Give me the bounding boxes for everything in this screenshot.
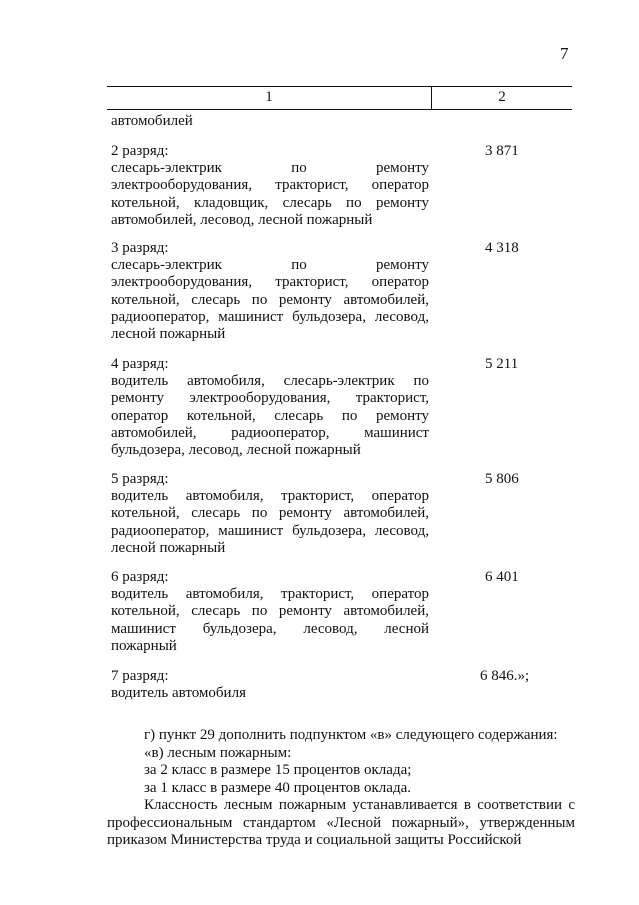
grade-label: 4 разряд: [111,356,169,372]
paragraph-class-2: за 2 класс в размере 15 процентов оклада; [144,762,412,778]
table-row-grade-2 [111,143,429,229]
table-row-grade-5 [111,471,429,557]
table-row-grade-6 [111,569,429,655]
paragraph-class-1: за 1 класс в размере 40 процентов оклада. [144,780,411,796]
grade-label: 2 разряд: [111,143,169,159]
grade-description: водитель автомобиля, тракторист, оператор котельной, слесарь по ремонту автомобилей, радиооператор, машинист бульдозера, лесовод, лесной пожарный [111,488,429,556]
paragraph-classification: Классность лесным пожарным устанавливается в соответствии с профессиональным стандартом «Лесной пожарный», утвержденным приказом Министерства труда и социальной защиты Российской [107,797,575,848]
table-continuation-text: автомобилей [111,113,193,129]
grade-label: 3 разряд: [111,240,169,256]
grade-description: слесарь-электрик по ремонту электрооборудования, тракторист, оператор котельной, слесарь по ремонту автомобилей, радиооператор, машинист бульдозера, лесовод, лесной пожарный [111,257,429,343]
grade-description: водитель автомобиля, тракторист, оператор котельной, слесарь по ремонту автомобилей, машинист бульдозера, лесовод, лесной пожарный [111,586,429,654]
paragraph-amendment: г) пункт 29 дополнить подпунктом «в» следующего содержания: [144,727,558,743]
grade-description: слесарь-электрик по ремонту электрооборудования, тракторист, оператор котельной, кладовщик, слесарь по ремонту автомобилей, лесовод, лесной пожарный [111,160,429,228]
table-row-grade-7 [111,668,429,702]
table-header-col1: 1 [265,89,273,105]
grade-description: водитель автомобиля, слесарь-электрик по ремонту электрооборудования, тракторист, оператор котельной, слесарь по ремонту автомобилей, радиооператор, машинист бульдозера, лесовод, лесной пожарный [111,373,429,459]
grade-value: 3 871 [485,143,519,159]
grade-label: 5 разряд: [111,471,169,487]
table-row-grade-3 [111,240,429,343]
grade-value: 4 318 [485,240,519,256]
grade-label: 7 разряд: [111,668,169,684]
grade-value: 5 806 [485,471,519,487]
page-number: 7 [560,44,569,63]
grade-label: 6 разряд: [111,569,169,585]
paragraph-subitem-v: «в) лесным пожарным: [144,745,292,761]
table-header-col2: 2 [498,89,506,105]
grade-value: 6 846.»; [480,668,530,684]
table-header [107,86,572,110]
table-row-grade-4 [111,356,429,459]
grade-value: 6 401 [485,569,519,585]
grade-value: 5 211 [485,356,519,372]
grade-description: водитель автомобиля [111,685,246,702]
